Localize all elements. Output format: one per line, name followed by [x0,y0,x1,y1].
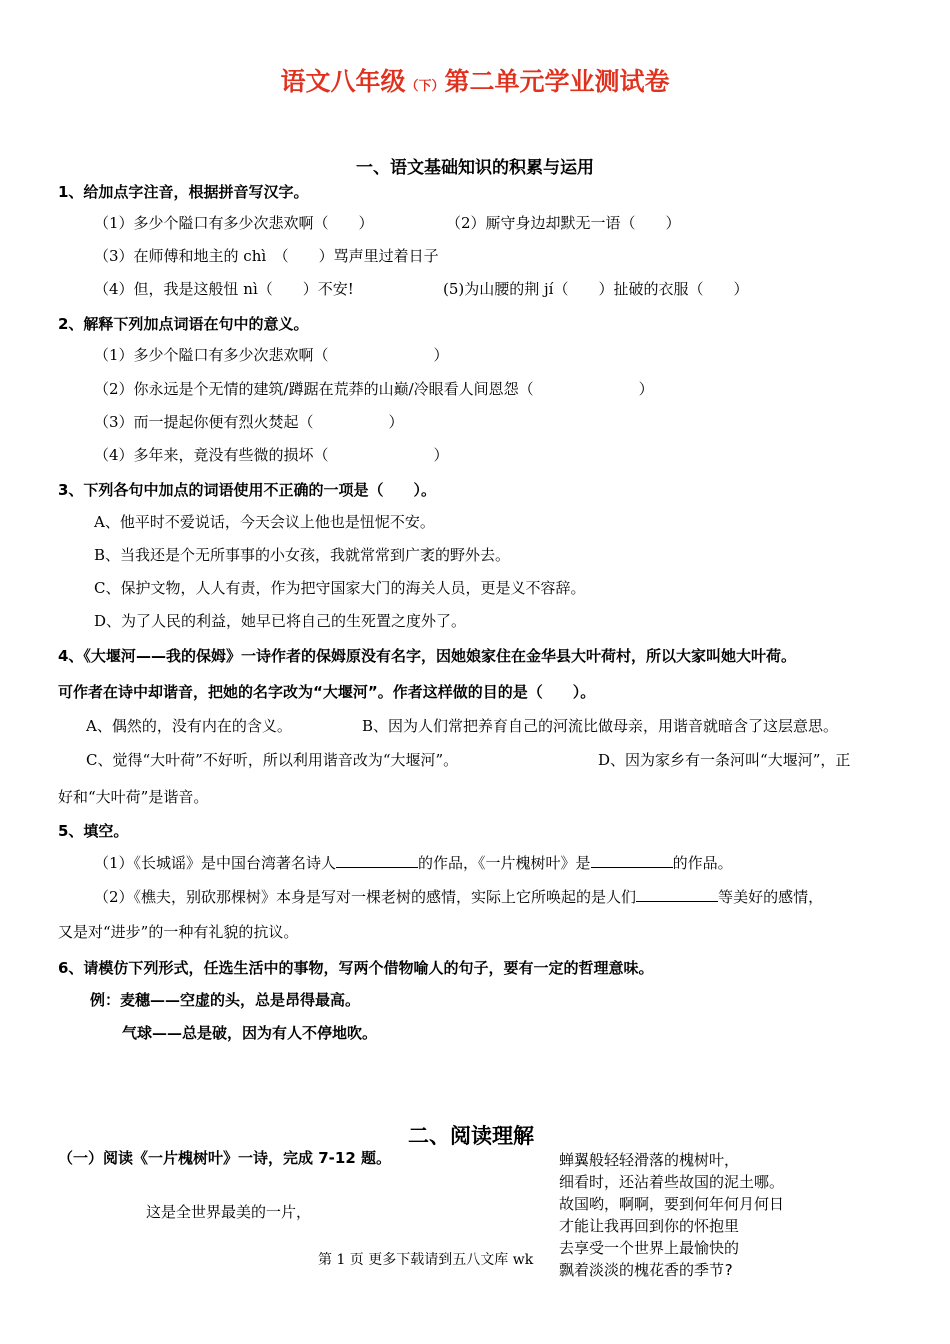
q5-line-2: （2）《樵夫，别砍那棵树》本身是写对一棵老树的感情，实际上它所唤起的是人们 等美好的感情， [94,888,824,906]
answer-blank[interactable] [636,887,718,902]
page-footer: 第 1 页 更多下载请到五八文库 wk [318,1252,534,1268]
q2-item-2: （2）你永远是个无情的建筑/蹲踞在荒莽的山巅/冷眼看人间恩怨（ ） [94,380,654,398]
poem-line: 蝉翼般轻轻滑落的槐树叶， [559,1151,740,1169]
q6-example-2: 气球——总是破，因为有人不停地吹。 [122,1024,378,1042]
question-4-line-2: 可作者在诗中却谐音，把她的名字改为“大堰河”。作者这样做的目的是（ ）。 [58,683,596,701]
poem-line: 细看时，还沾着些故国的泥土哪。 [559,1173,785,1191]
q1-item-4: （4）但，我是这般忸 nì（ ）不安! [94,280,354,298]
q2-item-3: （3）而一提起你便有烈火焚起（ ） [94,413,404,431]
q4-option-d: D、因为家乡有一条河叫“大堰河”，正 [598,751,851,769]
poem-line: 才能让我再回到你的怀抱里 [559,1217,740,1235]
q3-option-c: C、保护文物，人人有责，作为把守国家大门的海关人员，更是义不容辞。 [94,579,586,597]
q2-item-1: （1）多少个隘口有多少次悲欢啊（ ） [94,346,449,364]
question-1-title: 1、给加点字注音，根据拼音写汉字。 [58,183,309,201]
q2-item-4: （4）多年来，竟没有些微的损坏（ ） [94,446,449,464]
q1-item-5: (5)为山腰的荆 jí（ ）扯破的衣服（ ） [443,280,749,298]
q1-item-1: （1）多少个隘口有多少次悲欢啊（ ） [94,214,374,232]
answer-blank[interactable] [336,853,418,868]
q3-option-d: D、为了人民的利益，她早已将自己的生死置之度外了。 [94,612,467,630]
reading-1-title: （一）阅读《一片槐树叶》一诗，完成 7-12 题。 [58,1149,391,1167]
poem-line: 飘着淡淡的槐花香的季节? [559,1261,734,1279]
q3-option-b: B、当我还是个无所事事的小女孩，我就常常到广袤的野外去。 [94,546,511,564]
question-2-title: 2、解释下列加点词语在句中的意义。 [58,315,309,333]
q4-option-b: B、因为人们常把养育自己的河流比做母亲，用谐音就暗含了这层意思。 [362,717,839,735]
question-3-title: 3、下列各句中加点的词语使用不正确的一项是（ ）。 [58,481,436,499]
q6-example-1: 例：麦穗——空虚的头，总是昂得最高。 [90,991,361,1009]
q5-line-3: 又是对“进步”的一种有礼貌的抗议。 [58,923,299,941]
poem-line: 去享受一个世界上最愉快的 [559,1239,740,1257]
poem-block [559,1149,809,1281]
poem-line: 故国哟，啊啊，要到何年何月何日 [559,1195,785,1213]
question-5-title: 5、填空。 [58,822,129,840]
question-6-title: 6、请模仿下列形式，任选生活中的事物，写两个借物喻人的句子，要有一定的哲理意味。 [58,959,654,977]
poem-left-line: 这是全世界最美的一片， [146,1203,312,1221]
q1-item-3: （3）在师傅和地主的 chì （ ）骂声里过着日子 [94,247,439,265]
answer-blank[interactable] [591,853,673,868]
page-title: 语文八年级（下）第二单元学业测试卷 [280,67,670,96]
q4-option-d-continued: 好和“大叶荷”是谐音。 [58,788,209,806]
q4-option-c: C、觉得“大叶荷”不好听，所以利用谐音改为“大堰河”。 [86,751,459,769]
q4-option-a: A、偶然的，没有内在的含义。 [86,717,292,735]
question-4-line-1: 4、《大堰河——我的保姆》一诗作者的保姆原没有名字，因她娘家住在金华县大叶荷村，所以大家叫她大叶荷。 [58,647,796,665]
q5-line-1: （1）《长城谣》是中国台湾著名诗人 的作品，《一片槐树叶》是 的作品。 [94,854,733,872]
q1-item-2: （2）厮守身边却默无一语（ ） [446,214,681,232]
section-1-heading: 一、语文基础知识的积累与运用 [356,158,594,178]
q3-option-a: A、他平时不爱说话，今天会议上他也是忸怩不安。 [94,513,435,531]
section-2-heading: 二、阅读理解 [408,1124,534,1148]
